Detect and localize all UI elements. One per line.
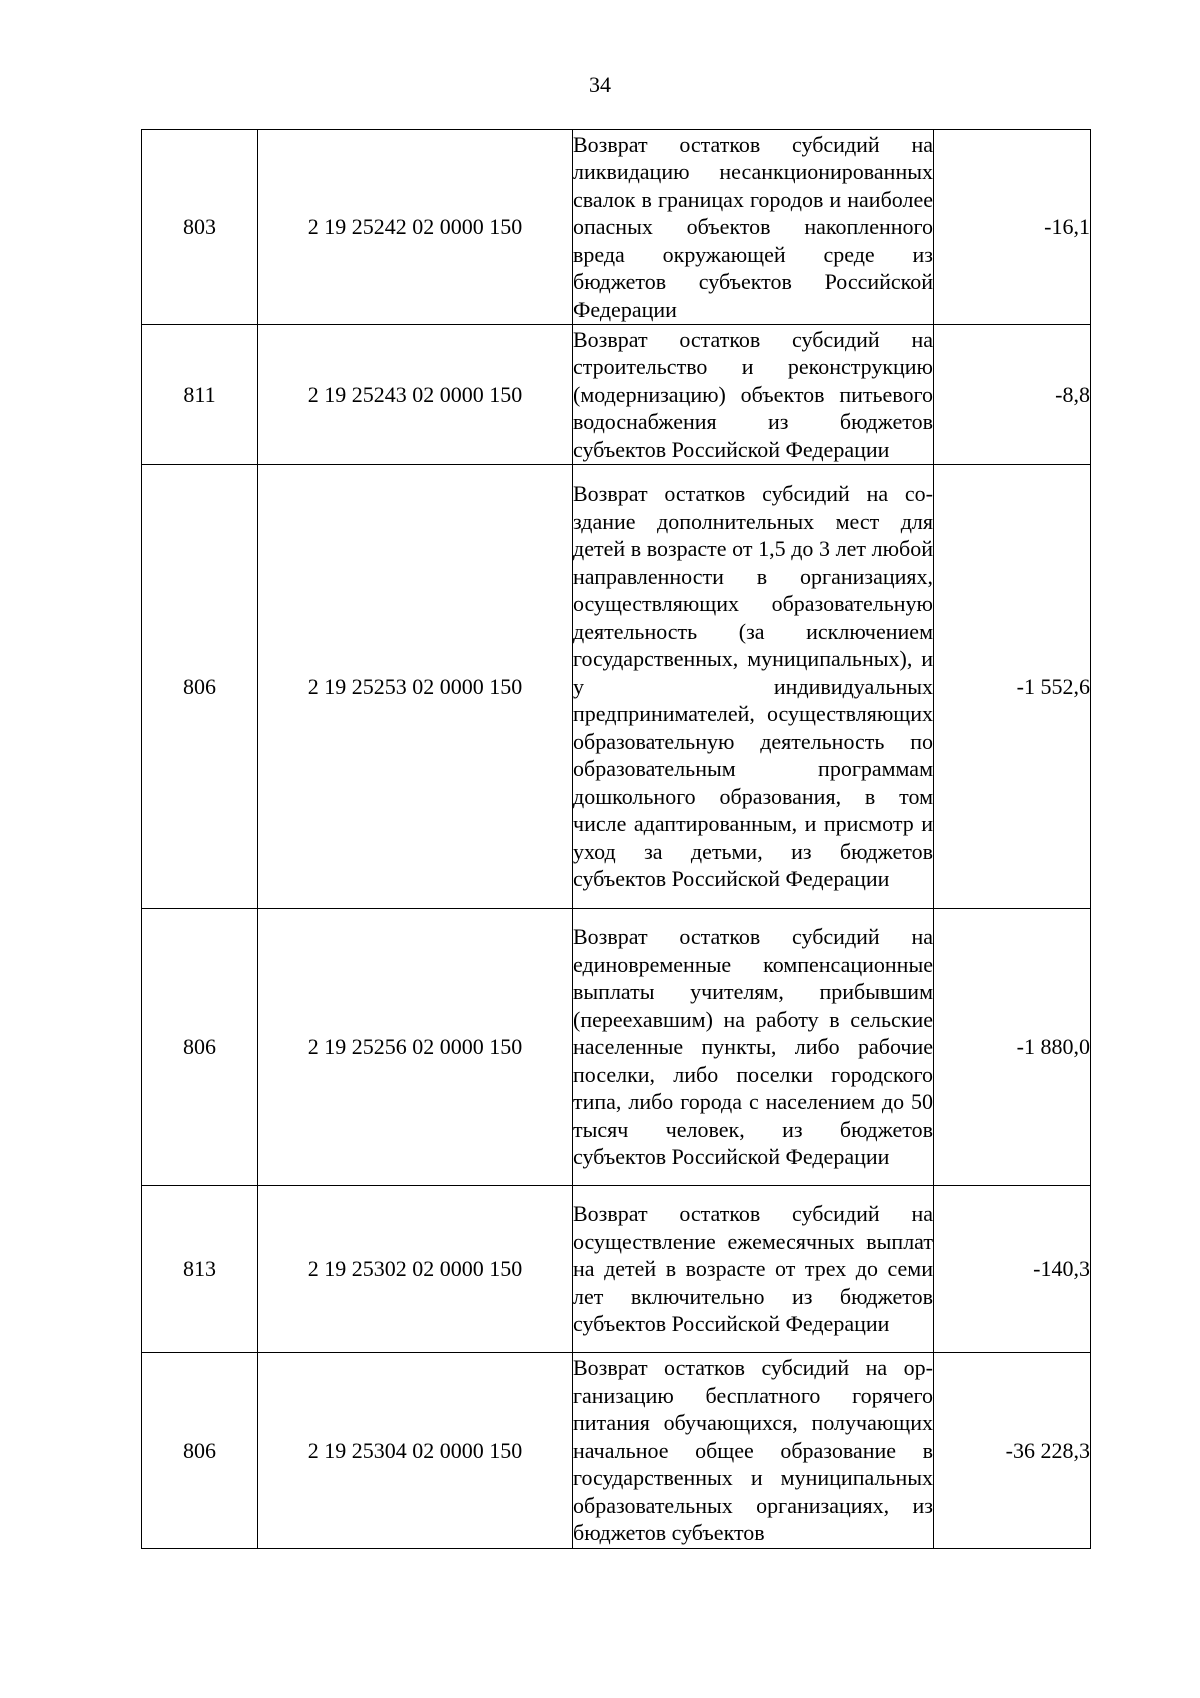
amount-cell: -36 228,3 xyxy=(934,1353,1091,1549)
description-text: Возврат остатков субсидий на осуществление ежемесячных выплат на детей в возрасте от трех до семи лет включительно из бюджетов субъектов Российской Федерации xyxy=(573,1201,933,1337)
description-cell xyxy=(573,909,934,1186)
amount-cell: -1 880,0 xyxy=(934,909,1091,1186)
description-text: Возврат остатков субсидий на единовременные компенсационные выплаты учителям, прибывшим (переехавшим) на работу в сельские населенные пункты, либо рабочие поселки, либо поселки городского типа, либо города с населением до 50 тысяч человек, из бюджетов субъектов Российской Федерации xyxy=(573,924,933,1170)
table-row xyxy=(142,130,1091,325)
description-cell xyxy=(573,1353,934,1549)
description-text: Возврат остатков субсидий на создание дополнительных мест для детей в возрасте от 1,5 до 3 лет любой направленности в организациях, осуществляющих образовательную деятельность (за исключением государственных, муниципальных), и у индивидуальных предпринимателей, осуществляющих образовательную деятельность по образовательным программам дошкольного образования, в том числе адаптированным, и присмотр и уход за детьми, из бюджетов субъектов Российской Федерации xyxy=(573,481,933,892)
budget-code-cell: 2 19 25304 02 0000 150 xyxy=(258,1353,573,1549)
budget-code-cell: 2 19 25302 02 0000 150 xyxy=(258,1186,573,1353)
page-number: 34 xyxy=(589,72,611,97)
description-cell xyxy=(573,465,934,909)
table-row xyxy=(142,1353,1091,1549)
amount-cell: -140,3 xyxy=(934,1186,1091,1353)
budget-code-cell: 2 19 25256 02 0000 150 xyxy=(258,909,573,1186)
admin-code-cell: 806 xyxy=(142,1353,258,1549)
budget-table xyxy=(141,129,1091,1549)
admin-code-cell: 803 xyxy=(142,130,258,325)
admin-code-cell: 806 xyxy=(142,465,258,909)
amount-cell: -16,1 xyxy=(934,130,1091,325)
table-row xyxy=(142,325,1091,465)
budget-code-cell: 2 19 25253 02 0000 150 xyxy=(258,465,573,909)
amount-cell: -8,8 xyxy=(934,325,1091,465)
description-cell xyxy=(573,130,934,325)
amount-cell: -1 552,6 xyxy=(934,465,1091,909)
budget-code-cell: 2 19 25243 02 0000 150 xyxy=(258,325,573,465)
description-text: Возврат остатков субсидий на ликвидацию несанкционированных свалок в границах городов и наиболее опасных объектов накопленного вреда окружающей среде из бюджетов субъектов Российской Федерации xyxy=(573,131,933,322)
admin-code-cell: 806 xyxy=(142,909,258,1186)
table-row xyxy=(142,1186,1091,1353)
description-text: Возврат остатков субсидий на организацию бесплатного горячего питания обучающихся, получающих начальное общее образование в государственных и муниципальных образовательных организациях, из бюджетов субъектов xyxy=(573,1355,933,1546)
admin-code-cell: 813 xyxy=(142,1186,258,1353)
table-row xyxy=(142,465,1091,909)
description-cell xyxy=(573,325,934,465)
description-cell xyxy=(573,1186,934,1353)
description-text: Возврат остатков субсидий на строительство и реконструкцию (модернизацию) объектов питьевого водоснабжения из бюджетов субъектов Российской Федерации xyxy=(573,326,933,462)
admin-code-cell: 811 xyxy=(142,325,258,465)
budget-code-cell: 2 19 25242 02 0000 150 xyxy=(258,130,573,325)
table-row xyxy=(142,909,1091,1186)
